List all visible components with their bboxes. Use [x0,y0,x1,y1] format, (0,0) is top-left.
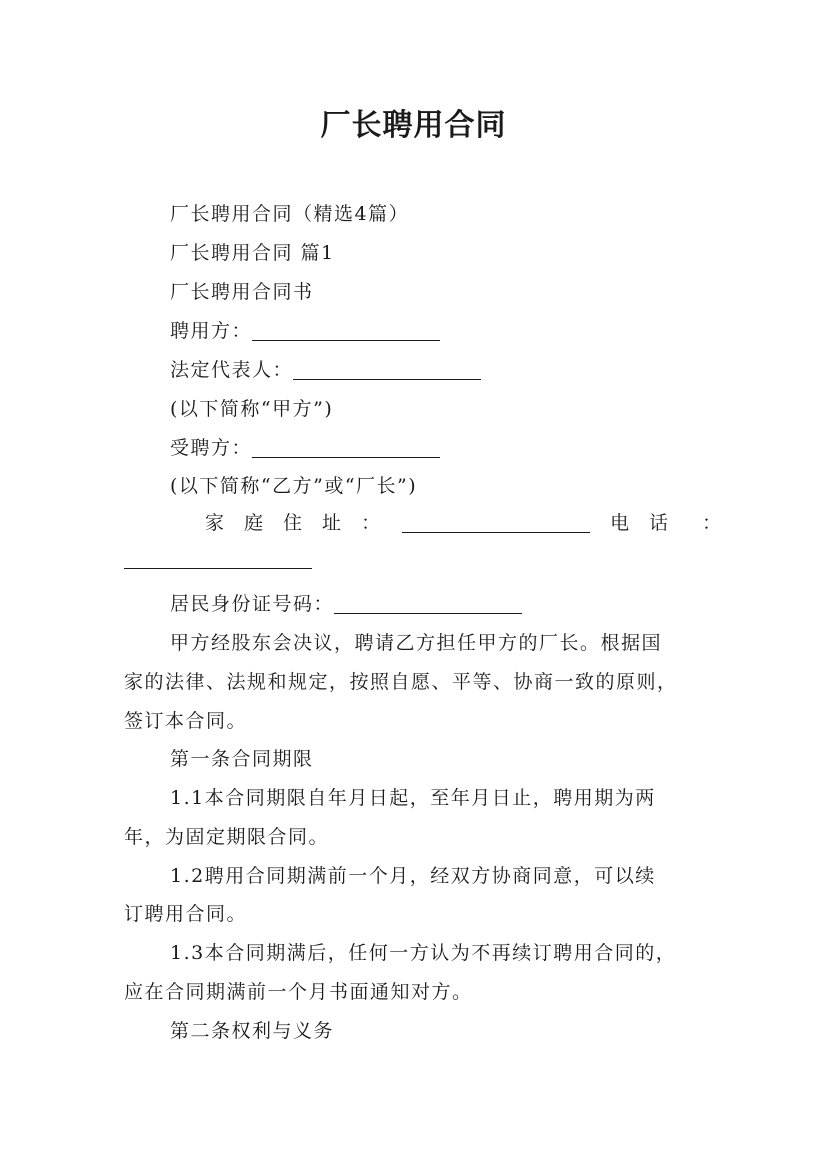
employer-blank [252,320,440,341]
clause-line: 1.3本合同期满后，任何一方认为不再续订聘用合同的， [170,942,677,964]
article2-heading: 第二条权利与义务 [170,1020,335,1042]
address-phone-row [205,508,721,535]
id-blank [334,593,522,614]
paragraph-line: 签订本合同。 [124,710,248,732]
legal-rep-blank [293,359,481,380]
phone-char: ： [702,512,722,534]
phone-blank [124,548,312,569]
phone-blank-row [124,548,312,570]
phone-char: 话 [649,512,669,534]
employee-abbr: (以下简称“乙方”或“厂长”) [170,475,418,497]
address-blank [402,512,590,533]
article1-heading: 第一条合同期限 [170,748,314,770]
clause-line: 1.1本合同期限自年月日起，至年月日止，聘用期为两 [170,787,656,809]
address-char: ： [361,512,381,534]
phone-char: 电 [610,512,630,534]
paragraph-line: 甲方经股东会决议，聘请乙方担任甲方的厂长。根据国 [170,632,663,654]
contract-name: 厂长聘用合同书 [170,281,314,303]
clause-line: 应在合同期满前一个月书面通知对方。 [124,981,473,1003]
employee-row [170,433,440,460]
employer-abbr: (以下简称“甲方”) [170,398,334,420]
address-char: 家 [205,512,225,534]
employer-row [170,316,440,343]
id-label: 居民身份证号码： [170,593,335,615]
employer-label: 聘用方： [170,320,253,342]
employee-blank [252,437,440,458]
clause-line: 年，为固定期限合同。 [124,826,330,848]
intro-line: 厂长聘用合同（精选4篇） [170,203,410,225]
document-title: 厂长聘用合同 [320,108,507,143]
address-char: 庭 [244,512,264,534]
address-char: 住 [283,512,303,534]
clause-line: 1.2聘用合同期满前一个月，经双方协商同意，可以续 [170,865,656,887]
address-char: 址 [322,512,342,534]
clause-line: 订聘用合同。 [124,903,248,925]
employee-label: 受聘方： [170,437,253,459]
id-row [170,589,522,616]
legal-rep-row [170,355,481,382]
paragraph-line: 家的法律、法规和规定，按照自愿、平等、协商一致的原则， [124,671,678,693]
legal-rep-label: 法定代表人： [170,359,294,381]
section-heading: 厂长聘用合同 篇1 [170,242,335,264]
